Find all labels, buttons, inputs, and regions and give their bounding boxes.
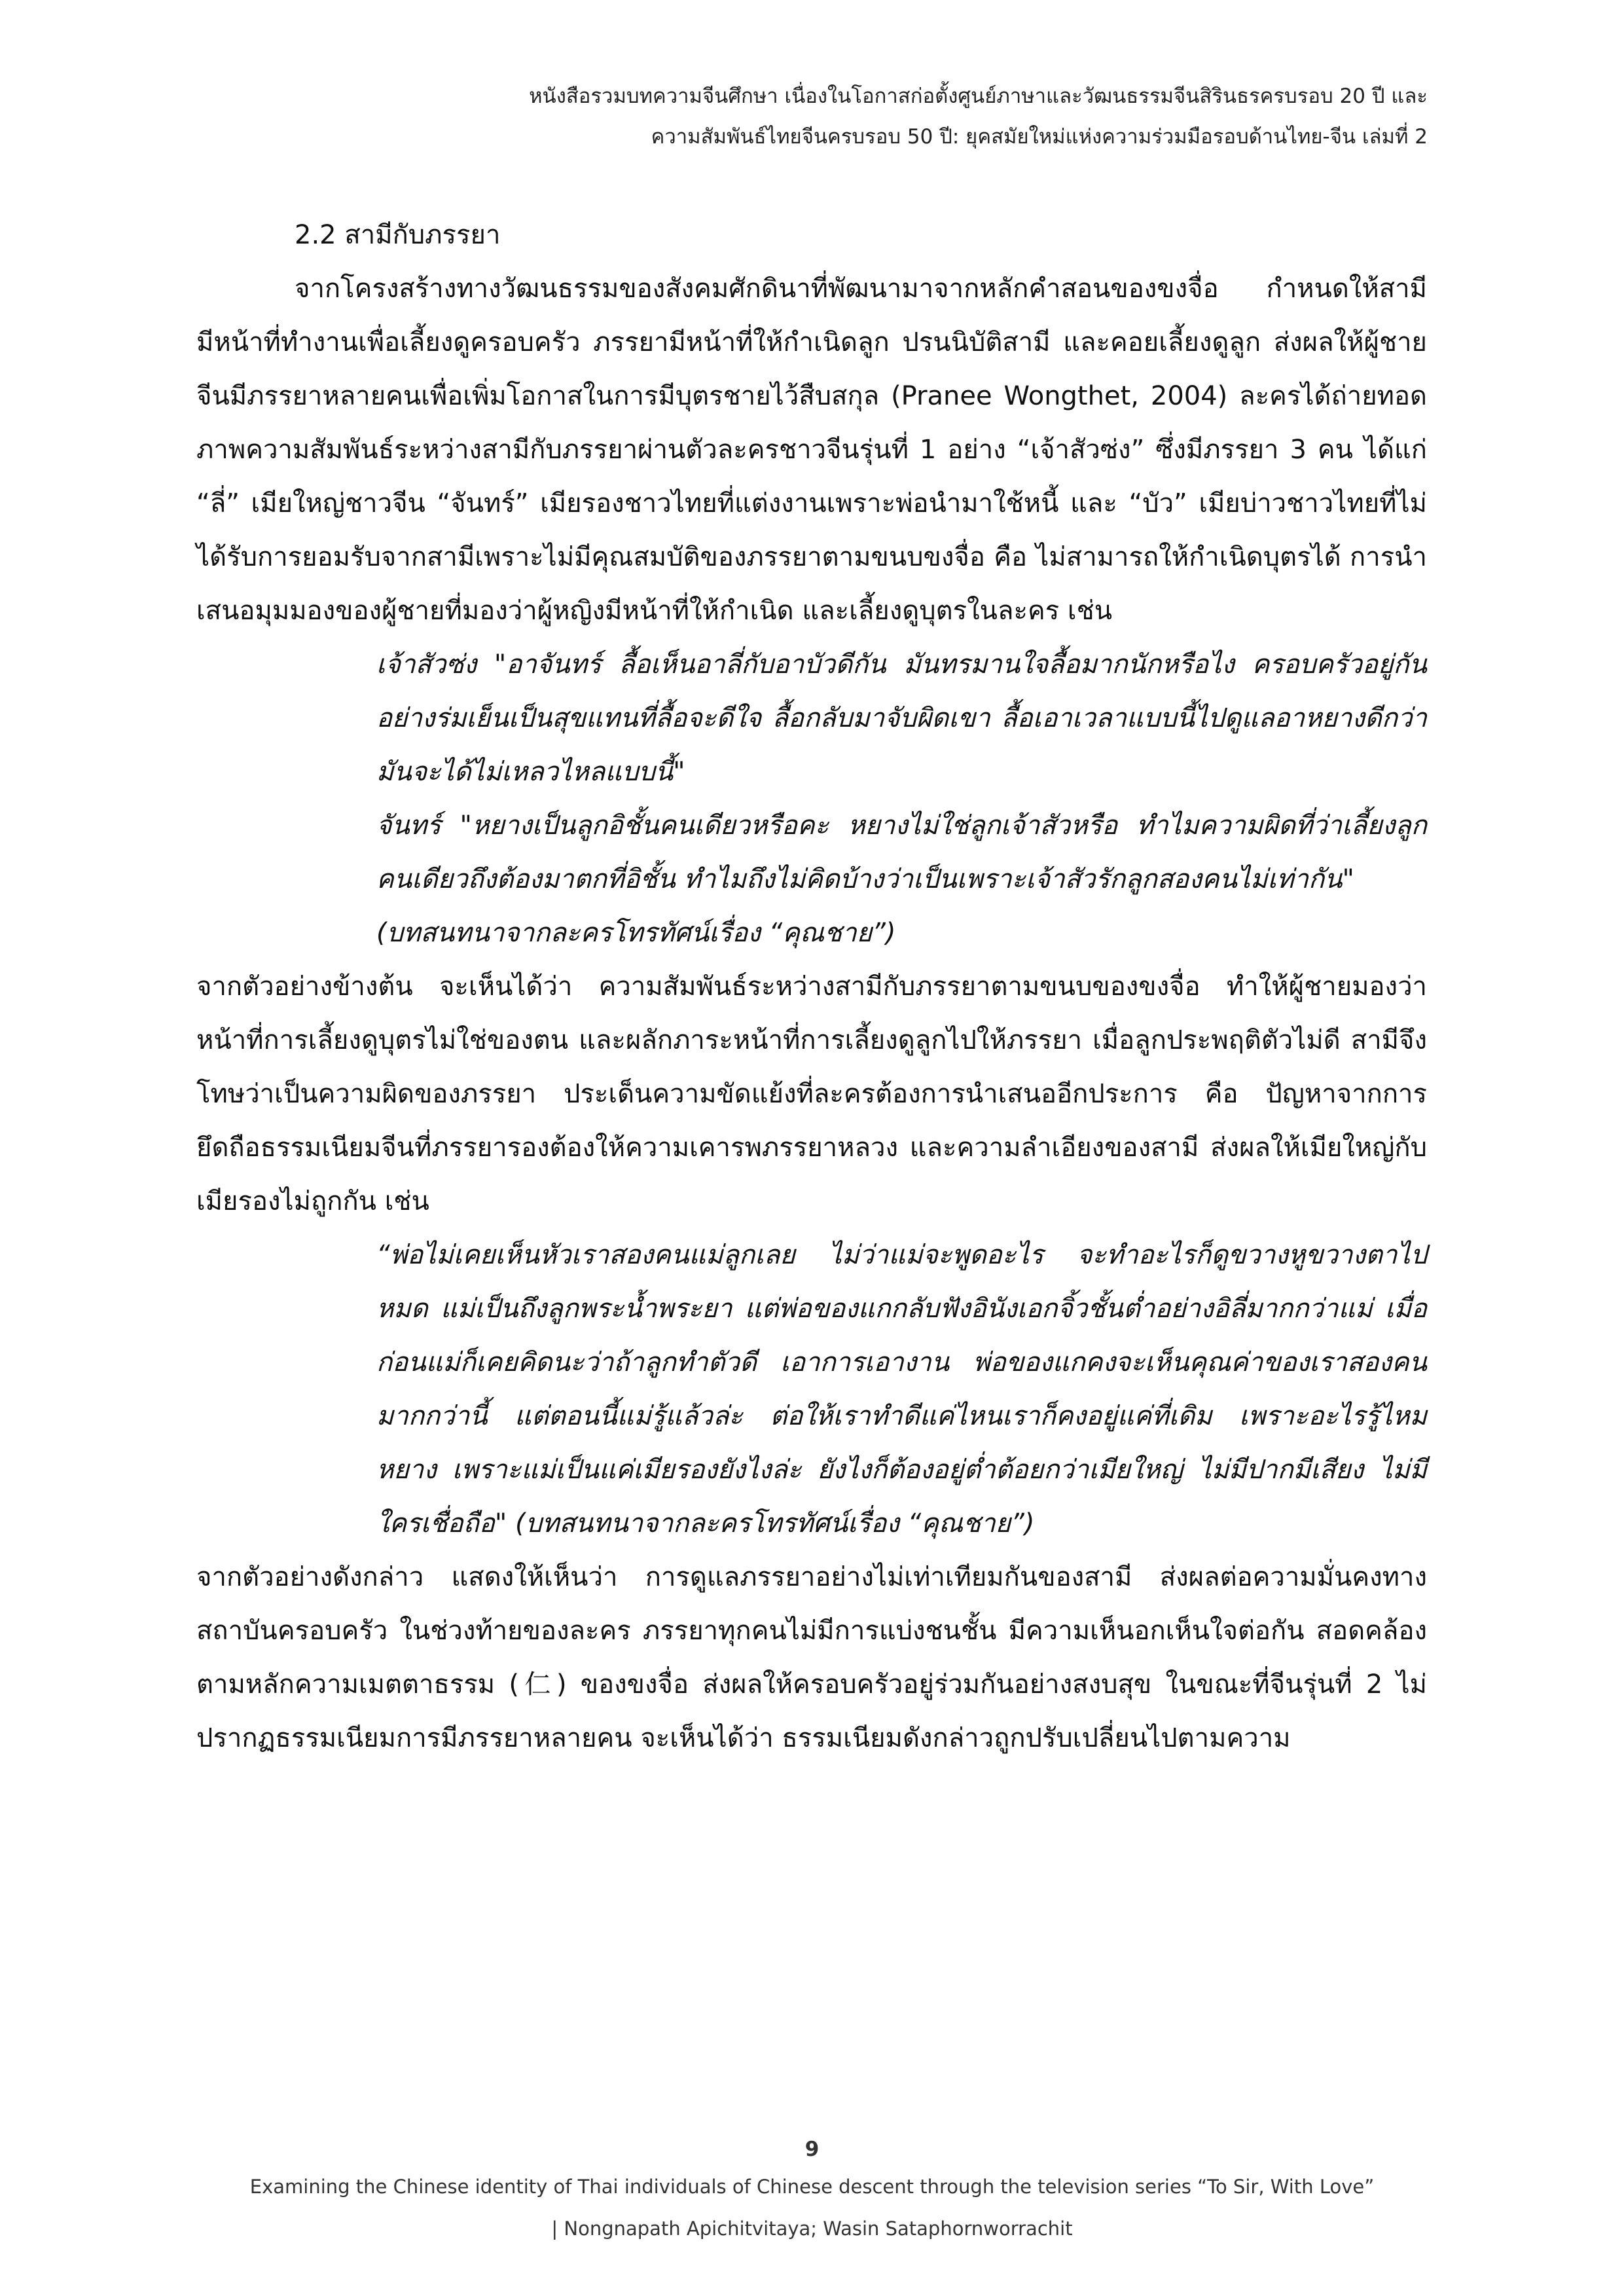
footer-article-title: Examining the Chinese identity of Thai individuals of Chinese descent through the television series “To Sir, With Love” [249,2176,1375,2198]
running-header-line-2: ความสัมพันธ์ไทยจีนครบรอบ 50 ปี: ยุคสมัยใหม่แห่งความร่วมมือรอบด้านไทย-จีน เล่มที่ 2 [651,125,1428,149]
body-paragraph-1: จากโครงสร้างทางวัฒนธรรมของสังคมศักดินาที่พัฒนามาจากหลักคำสอนของขงจื่อ กำหนดให้สามีมีหน้าที่ทำงานเพื่อเลี้ยงดูครอบครัว ภรรยามีหน้าที่ให้กำเนิดลูก ปรนนิบัติสามี และคอยเลี้ยงดูลูก ส่งผลให้ผู้ชายจีนมีภรรยาหลายคนเพื่อเพิ่มโอกาสในการมีบุตรชายไว้สืบสกุล (Pranee Wongthet, 2004) ละครได้ถ่ายทอดภาพความสัมพันธ์ระหว่างสามีกับภรรยาผ่านตัวละครชาวจีนรุ่นที่ 1 อย่าง “เจ้าสัวซ่ง” ซึ่งมีภรรยา 3 คน ได้แก่ “ลี่” เมียใหญ่ชาวจีน “จันทร์” เมียรองชาวไทยที่แต่งงานเพราะพ่อนำมาใช้หนี้ และ “บัว” เมียบ่าวชาวไทยที่ไม่ได้รับการยอมรับจากสามีเพราะไม่มีคุณสมบัติของภรรยาตามขนบขงจื่อ คือ ไม่สามารถให้กำเนิดบุตรได้ การนำเสนอมุมมองของผู้ชายที่มองว่าผู้หญิงมีหน้าที่ให้กำเนิด และเลี้ยงดูบุตรในละคร เช่น [196,274,1427,626]
dialogue-quote-1b: จันทร์ "หยางเป็นลูกอิชั้นคนเดียวหรือคะ หยางไม่ใช่ลูกเจ้าสัวหรือ ทำไมความผิดที่ว่าเลี้ยงลูกคนเดียวถึงต้องมาตกที่อิชั้น ทำไมถึงไม่คิดบ้างว่าเป็นเพราะเจ้าสัวรักลูกสองคนไม่เท่ากัน" [376,811,1427,894]
page-footer [0,2133,1624,2250]
body-paragraph-3: จากตัวอย่างดังกล่าว แสดงให้เห็นว่า การดูแลภรรยาอย่างไม่เท่าเทียมกันของสามี ส่งผลต่อความมั่นคงทางสถาบันครอบครัว ในช่วงท้ายของละคร ภรรยาทุกคนไม่มีการแบ่งชนชั้น มีความเห็นอกเห็นใจต่อกัน สอดคล้องตามหลักความเมตตาธรรม (仁) ของขงจื่อ ส่งผลให้ครอบครัวอยู่ร่วมกันอย่างสงบสุข ในขณะที่จีนรุ่นที่ 2 ไม่ปรากฏธรรมเนียมการมีภรรยาหลายคน จะเห็นได้ว่า ธรรมเนียมดังกล่าวถูกปรับเปลี่ยนไปตามความ [196,1562,1427,1753]
dialogue-quote-1a: เจ้าสัวซ่ง "อาจันทร์ ลื้อเห็นอาลี่กับอาบัวดีกัน มันทรมานใจลื้อมากนักหรือไง ครอบครัวอยู่กันอย่างร่มเย็นเป็นสุขแทนที่ลื้อจะดีใจ ลื้อกลับมาจับผิดเขา ลื้อเอาเวลาแบบนี้ไปดูแลอาหยางดีกว่า มันจะได้ไม่เหลวไหลแบบนี้" [376,649,1427,787]
page-number: 9 [804,2138,820,2161]
dialogue-quote-2: “พ่อไม่เคยเห็นหัวเราสองคนแม่ลูกเลย ไม่ว่าแม่จะพูดอะไร จะทำอะไรก็ดูขวางหูขวางตาไปหมด แม่เป็นถึงลูกพระน้ำพระยา แต่พ่อของแกกลับฟังอินังเอกจิ้วชั้นต่ำอย่างอิลี่มากกว่าแม่ เมื่อก่อนแม่ก็เคยคิดนะว่าถ้าลูกทำตัวดี เอาการเอางาน พ่อของแกคงจะเห็นคุณค่าของเราสองคนมากกว่านี้ แต่ตอนนี้แม่รู้แล้วล่ะ ต่อให้เราทำดีแค่ไหนเราก็คงอยู่แค่ที่เดิม เพราะอะไรรู้ไหมหยาง เพราะแม่เป็นแค่เมียรองยังไงล่ะ ยังไงก็ต้องอยู่ต่ำต้อยกว่าเมียใหญ่ ไม่มีปากมีเสียง ไม่มีใครเชื่อถือ" (บทสนทนาจากละครโทรทัศน์เรื่อง “คุณชาย”) [376,1240,1427,1539]
running-header-line-1: หนังสือรวมบทความจีนศึกษา เนื่องในโอกาสก่อตั้งศูนย์ภาษาและวัฒนธรรมจีนสิรินธรครบรอบ 20 ปี และ [529,84,1428,108]
running-header [196,76,1428,157]
body-paragraph-2: จากตัวอย่างข้างต้น จะเห็นได้ว่า ความสัมพันธ์ระหว่างสามีกับภรรยาตามขนบของขงจื่อ ทำให้ผู้ชายมองว่าหน้าที่การเลี้ยงดูบุตรไม่ใช่ของตน และผลักภาระหน้าที่การเลี้ยงดูลูกไปให้ภรรยา เมื่อลูกประพฤติตัวไม่ดี สามีจึงโทษว่าเป็นความผิดของภรรยา ประเด็นความขัดแย้งที่ละครต้องการนำเสนออีกประการ คือ ปัญหาจากการยึดถือธรรมเนียมจีนที่ภรรยารองต้องให้ความเคารพภรรยาหลวง และความลำเอียงของสามี ส่งผลให้เมียใหญ่กับเมียรองไม่ถูกกัน เช่น [196,972,1427,1216]
dialogue-quote-source: (บทสนทนาจากละครโทรทัศน์เรื่อง “คุณชาย”) [376,918,896,948]
page-body [196,208,1427,1765]
footer-authors: | Nongnapath Apichitvitaya; Wasin Sataphornworrachit [551,2217,1073,2240]
section-subheading: 2.2 สามีกับภรรยา [295,220,501,250]
